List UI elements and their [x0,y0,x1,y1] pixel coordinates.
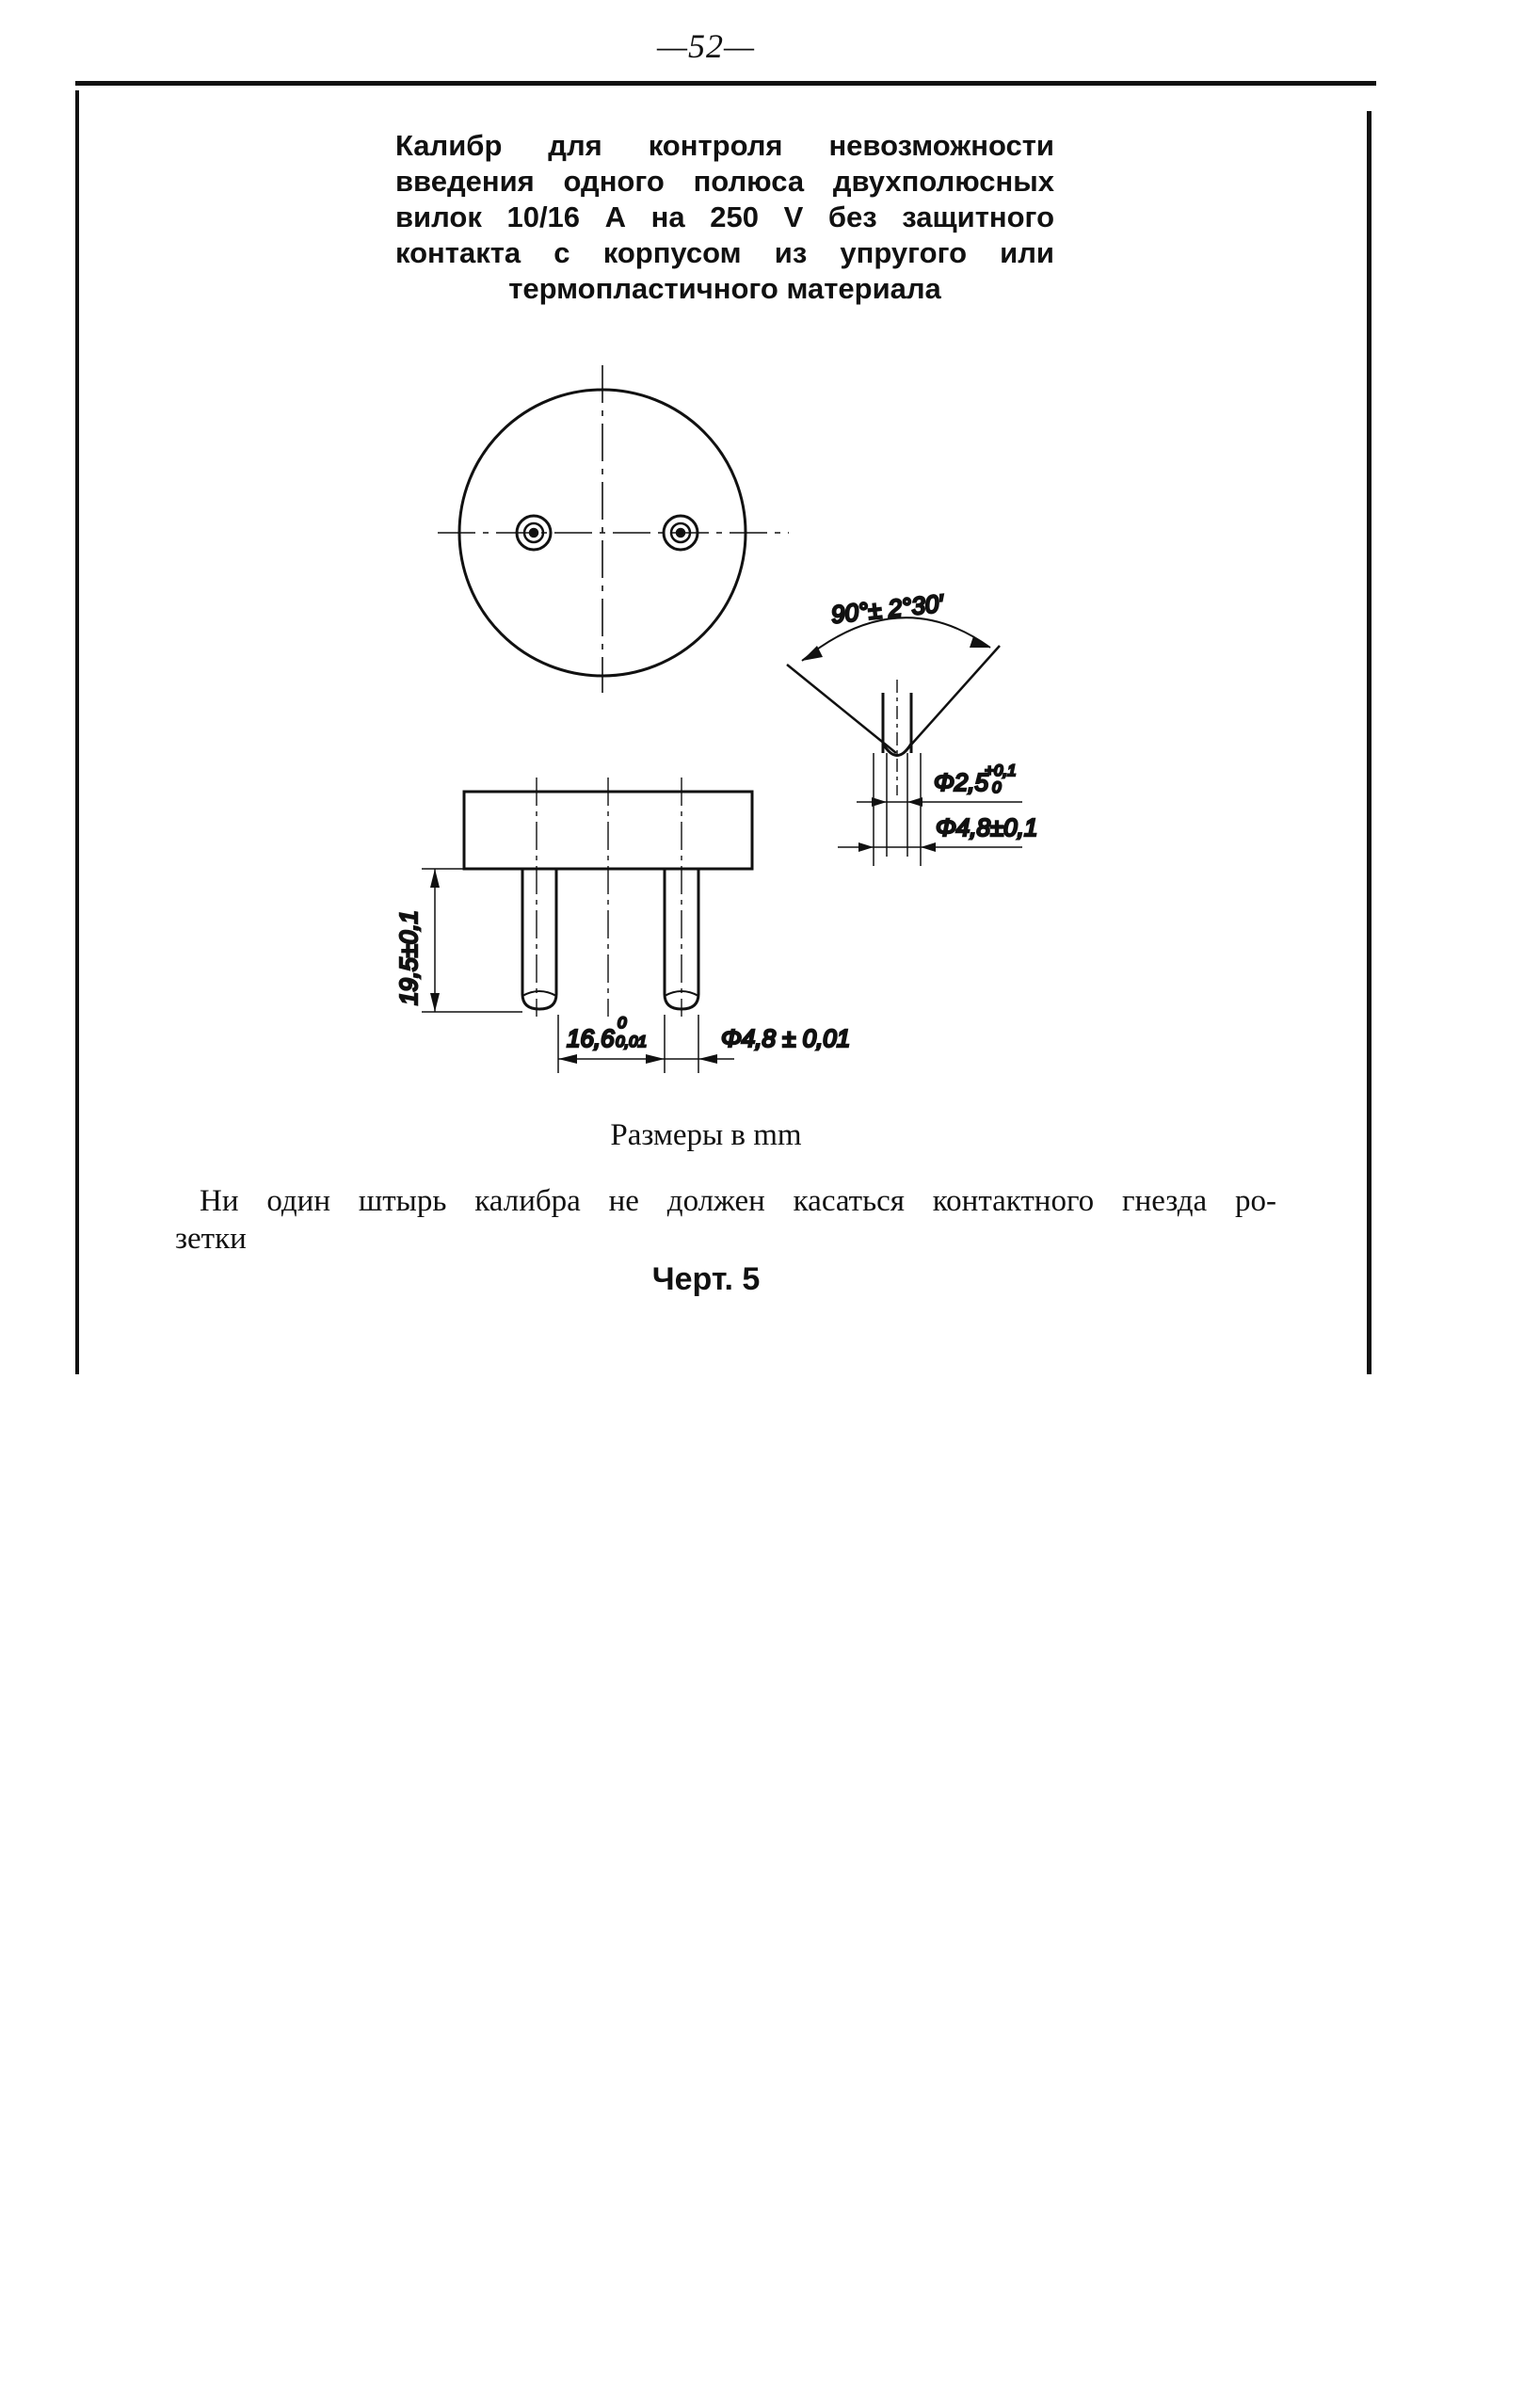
gauge-top-view [438,365,789,693]
page-number: —52— [656,27,756,65]
figure-caption: Черт. 5 [651,1261,761,1297]
title-line-3: вилок 10/16 А на 250 V без защитного [395,200,1054,233]
pin-spacing-tolerance-upper: 0 [618,1014,627,1032]
tip-diameter-tolerance-upper: +0,1 [985,762,1017,779]
angle-label: 90°± 2°30′ [829,588,945,629]
tip-diameter-tolerance-lower: 0 [992,778,1002,796]
gauge-side-view [464,778,752,1017]
pin-spacing-tolerance-lower: 0,01 [616,1033,648,1050]
gauge-technical-drawing [0,0,1540,1111]
title-line-5: термопластичного материала [508,272,941,305]
title-line-4: контакта с корпусом из упругого или [395,236,1054,269]
tip-diameter-label: Φ2,5 [934,768,988,796]
gauge-requirement-note [175,1182,1276,1258]
cone-diameter-label: Φ4,8±0,1 [936,813,1038,842]
pin-length-dimension [422,869,522,1012]
note-line-2: зетки [175,1222,247,1256]
title-line-2: введения одного полюса двухполюсных [395,165,1054,198]
pin-length-label: 19,5±0,1 [394,909,423,1005]
pin-diameter-label: Φ4,8 ± 0,01 [721,1024,851,1052]
pin-spacing-label: 16,6 [567,1024,615,1052]
note-line-1: Ни один штырь калибра не должен касаться контактного гнезда ро- [200,1184,1276,1218]
units-note: Размеры в mm [610,1118,802,1152]
title-line-1: Калибр для контроля невозможности [395,129,1054,162]
